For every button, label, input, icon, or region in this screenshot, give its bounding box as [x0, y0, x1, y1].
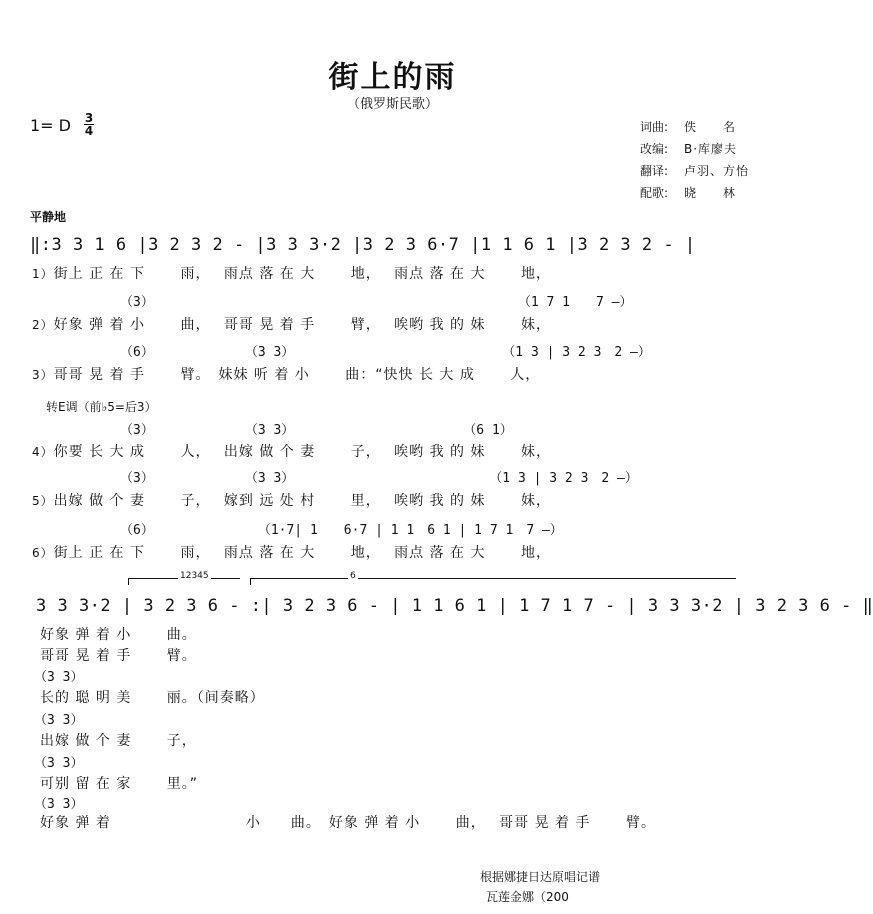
ending-lyric-6: 好象 弹 着 小 曲。 好象 弹 着 小 曲， 哥哥 晃 着 手 臂。 [40, 815, 656, 831]
verse-line-6 [32, 542, 551, 562]
credit-label: 配歌: [640, 186, 669, 200]
notation-line-2: 3 3 3·2 | 3 2 3 6 - :| 3 2 3 6 - | 1 1 6 1 | 1 7 1 7 - | 3 3 3·2 | 3 2 3 6 - ‖ [36, 596, 873, 616]
credit-row [640, 182, 754, 204]
verse-6-alt-notes: （6） （1·7| 1 6·7 | 1 1 6 1 | 1 7 1 7 –） [120, 523, 563, 538]
tempo-marking: 平静地 [30, 210, 67, 224]
credit-label: 翻译: [640, 164, 669, 178]
verse-2-alt-notes: （3） （1 7 1 7 –） [120, 295, 633, 310]
ending-alt-notes-3: （3 3） [34, 670, 84, 685]
verse-number: 1） [32, 267, 54, 281]
credit-row [640, 138, 754, 160]
ending-lyric-2: 哥哥 晃 着 手 臂。 [40, 648, 197, 664]
ending-alt-notes-4: （3 3） [34, 713, 84, 728]
source-note-2: 瓦莲金娜（200 [486, 890, 569, 904]
modulation-note: 转E调（前♭5=后3） [46, 400, 157, 414]
credit-row [640, 160, 754, 182]
credit-row [640, 116, 754, 138]
key-signature: 1= D [30, 116, 71, 135]
verse-text: 你要 长 大 成 人， 出嫁 做 个 妻 子， 唉哟 我 的 妹 妹， [53, 444, 551, 460]
verse-number: 2） [32, 318, 54, 332]
credit-value: 晓 林 [684, 186, 737, 200]
verse-text: 街上 正 在 下 雨， 雨点 落 在 大 地， 雨点 落 在 大 地， [53, 266, 551, 282]
verse-3-alt-notes: （6） （3 3） （1 3 | 3 2 3 2 –） [120, 345, 651, 360]
verse-line-1 [32, 263, 551, 283]
verse-line-4 [32, 441, 551, 461]
verse-number: 6） [32, 546, 54, 560]
credit-label: 改编: [640, 142, 669, 156]
verse-text: 出嫁 做 个 妻 子， 嫁到 远 处 村 里， 唉哟 我 的 妹 妹， [53, 493, 551, 509]
verse-line-3 [32, 364, 540, 384]
ending-alt-notes-6: （3 3） [34, 797, 84, 812]
credit-label: 词曲: [640, 120, 669, 134]
verse-number: 5） [32, 494, 54, 508]
song-subtitle: （俄罗斯民歌） [346, 97, 438, 112]
ending-lyric-3: 长的 聪 明 美 丽。（间奏略） [40, 690, 265, 706]
time-signature [84, 112, 94, 137]
verse-number: 4） [32, 445, 54, 459]
verse-text: 好象 弹 着 小 曲， 哥哥 晃 着 手 臂， 唉哟 我 的 妹 妹， [53, 317, 551, 333]
volta-bracket-2-tick [250, 578, 251, 585]
ending-alt-notes-5: （3 3） [34, 756, 84, 771]
verse-text: 哥哥 晃 着 手 臂。 妹妹 听 着 小 曲：“快快 长 大 成 人， [53, 367, 541, 383]
credit-value: B·库廖夫 [684, 142, 738, 156]
verse-number: 3） [32, 368, 54, 382]
verse-line-2 [32, 314, 551, 334]
ending-lyric-5: 可别 留 在 家 里。” [40, 776, 199, 792]
verse-4-alt-notes: （3） （3 3） （6 1） [120, 423, 513, 438]
verse-5-alt-notes: （3） （3 3） （1 3 | 3 2 3 2 –） [120, 471, 638, 486]
ending-lyric-4: 出嫁 做 个 妻 子， [40, 733, 197, 749]
volta-bracket-1-tick [128, 578, 129, 585]
source-note: 根据娜捷日达原唱记谱 [480, 870, 601, 884]
song-title: 街上的雨 [328, 60, 457, 95]
notation-line-1: ‖:3 3 1 6 |3 2 3 2 - |3 3 3·2 |3 2 3 6·7 |1 1 6 1 |3 2 3 2 - | [30, 235, 696, 255]
credit-value: 佚 名 [684, 120, 737, 134]
credit-value: 卢羽、方怡 [684, 164, 750, 178]
time-signature-top: 3 [84, 111, 94, 125]
time-signature-bottom: 4 [84, 124, 94, 138]
volta-2-label: 6 [350, 571, 356, 581]
verse-text: 街上 正 在 下 雨， 雨点 落 在 大 地， 雨点 落 在 大 地， [53, 545, 551, 561]
verse-line-5 [32, 490, 551, 510]
credits-block [640, 116, 754, 204]
volta-1-label: 12345 [180, 571, 209, 581]
ending-lyric-1: 好象 弹 着 小 曲。 [40, 627, 197, 643]
volta-bracket-2 [250, 578, 736, 579]
